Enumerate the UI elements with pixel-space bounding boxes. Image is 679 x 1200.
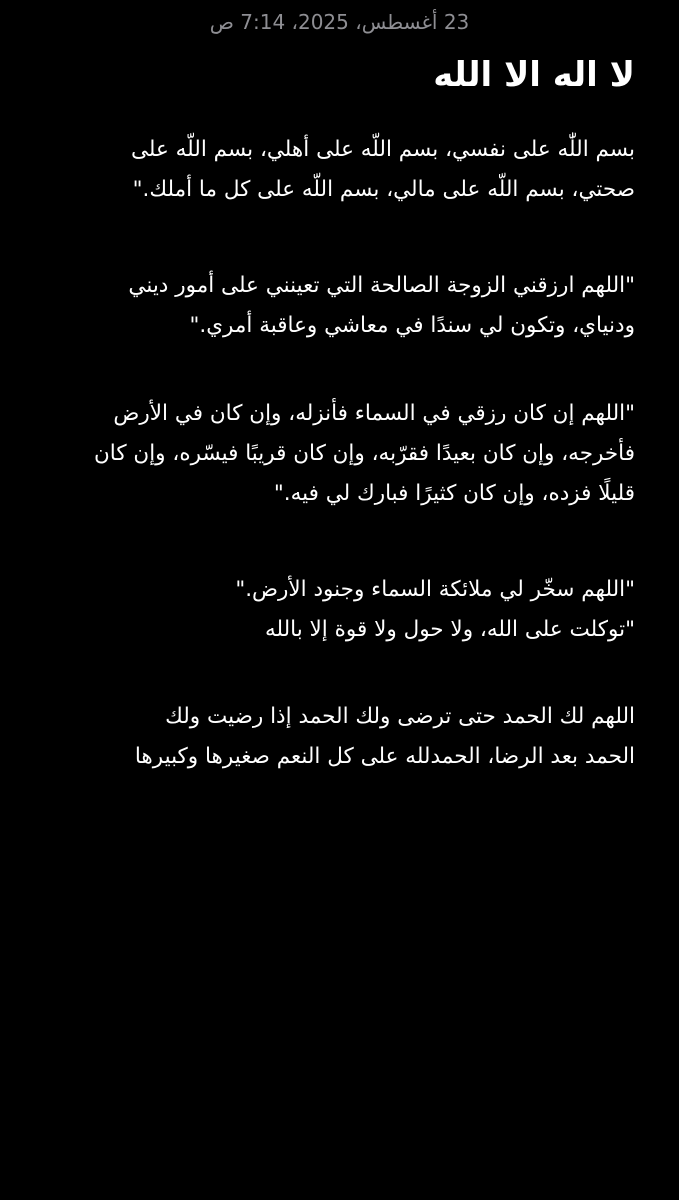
note-line: "اللهم إن كان رزقي في السماء فأنزله، وإن كان في الأرض (113, 401, 635, 426)
note-paragraph-4[interactable] (30, 570, 635, 650)
note-paragraph-5[interactable] (30, 697, 635, 777)
note-paragraph-1[interactable] (30, 130, 635, 210)
note-date: 23 أغسطس، 2025، 7:14 ص (209, 10, 470, 34)
note-line: فأخرجه، وإن كان بعيدًا فقرّبه، وإن كان قريبًا فيسّره، وإن كان (94, 441, 635, 466)
note-line: اللهم لك الحمد حتى ترضى ولك الحمد إذا رضيت ولك (165, 704, 635, 729)
note-line: ودنياي، وتكون لي سندًا في معاشي وعاقبة أمري." (189, 313, 635, 338)
note-line: "توكلت على الله، ولا حول ولا قوة إلا بالله (264, 617, 635, 642)
note-line: "اللهم ارزقني الزوجة الصالحة التي تعينني على أمور ديني (128, 273, 635, 298)
note-line: "اللهم سخّر لي ملائكة السماء وجنود الأرض." (235, 577, 635, 602)
note-line: بسم اللّٰه على نفسي، بسم اللّه على أهلي، بسم اللّه على (130, 137, 635, 162)
note-paragraph-2[interactable] (30, 266, 635, 346)
note-paragraph-3[interactable] (30, 394, 635, 514)
note-line: صحتي، بسم اللّه على مالي، بسم اللّه على كل ما أملك." (132, 177, 635, 202)
note-line: قليلًا فزده، وإن كان كثيرًا فبارك لي فيه." (273, 481, 635, 506)
note-title[interactable]: لا اله الا الله (433, 55, 635, 95)
note-line: الحمد بعد الرضا، الحمدلله على كل النعم صغيرها وكبيرها (134, 744, 635, 769)
